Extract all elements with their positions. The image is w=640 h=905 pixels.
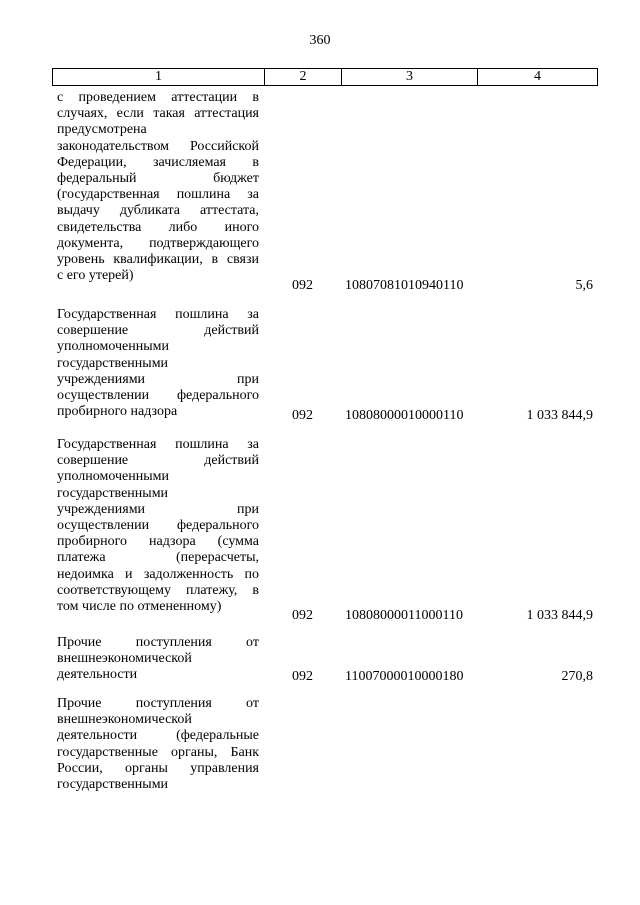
description-line: соответствующему платежу, в xyxy=(57,582,259,598)
row-kbk: 10808000011000110 xyxy=(345,608,463,623)
row-description xyxy=(57,437,259,615)
description-line: осуществлении федерального xyxy=(57,388,259,404)
description-line: деятельности xyxy=(57,667,138,683)
description-line: предусмотрена xyxy=(57,122,147,138)
row-description xyxy=(57,696,259,793)
description-line: осуществлении федерального xyxy=(57,518,259,534)
row-amount: 1 033 844,9 xyxy=(526,408,593,423)
description-line: выдачу дубликата аттестата, xyxy=(57,203,259,219)
description-line: учреждениями при xyxy=(57,501,259,517)
row-kbk: 10807081010940110 xyxy=(345,278,464,293)
description-line: Государственная пошлина за xyxy=(57,307,259,322)
row-kbk: 11007000010000180 xyxy=(345,669,464,684)
column-header-row xyxy=(52,68,598,86)
row-code: 092 xyxy=(292,669,313,684)
row-amount: 270,8 xyxy=(561,669,593,684)
row-description xyxy=(57,307,259,420)
description-line: документа, подтверждающего xyxy=(57,235,259,251)
description-line: совершение действий xyxy=(57,453,259,469)
description-line: Федерации, зачисляемая в xyxy=(57,154,259,170)
description-line: том числе по отмененному) xyxy=(57,599,222,615)
row-kbk: 10808000010000110 xyxy=(345,408,464,423)
description-line: России, органы управления xyxy=(57,760,259,776)
description-line: уровень квалификации, в связи xyxy=(57,252,259,268)
description-line: (государственная пошлина за xyxy=(57,187,259,203)
row-description xyxy=(57,90,259,284)
description-line: законодательством Российской xyxy=(57,138,259,154)
description-line: уполномоченными xyxy=(57,469,170,485)
column-header-2: 2 xyxy=(265,69,342,86)
description-line: свидетельства либо иного xyxy=(57,219,259,235)
description-line: федеральный бюджет xyxy=(57,171,259,187)
description-line: Прочие поступления от xyxy=(57,635,259,650)
row-description xyxy=(57,635,259,684)
description-line: пробирного надзора (сумма xyxy=(57,534,259,550)
column-header-1: 1 xyxy=(53,69,265,86)
row-code: 092 xyxy=(292,408,313,423)
row-code: 092 xyxy=(292,608,313,623)
description-line: учреждениями при xyxy=(57,371,259,387)
row-code: 092 xyxy=(292,278,313,293)
column-header-3: 3 xyxy=(342,69,478,86)
row-amount: 1 033 844,9 xyxy=(526,608,593,623)
description-line: Государственная пошлина за xyxy=(57,437,259,452)
description-line: государственными xyxy=(57,485,169,501)
description-line: государственные органы, Банк xyxy=(57,744,259,760)
page-number: 360 xyxy=(309,33,331,48)
description-line: уполномоченными xyxy=(57,339,170,355)
column-header-4: 4 xyxy=(478,69,598,86)
row-amount: 5,6 xyxy=(575,278,593,293)
description-line: случаях, если такая аттестация xyxy=(57,106,259,122)
description-line: с его утерей) xyxy=(57,268,134,284)
description-line: пробирного надзора xyxy=(57,404,178,420)
description-line: недоимка и задолженность по xyxy=(57,566,259,582)
description-line: внешнеэкономической xyxy=(57,712,192,728)
description-line: с проведением аттестации в xyxy=(57,90,259,105)
description-line: платежа (перерасчеты, xyxy=(57,550,259,566)
description-line: Прочие поступления от xyxy=(57,696,259,711)
description-line: совершение действий xyxy=(57,323,259,339)
description-line: внешнеэкономической xyxy=(57,651,192,667)
description-line: государственными xyxy=(57,355,169,371)
description-line: государственными xyxy=(57,777,169,793)
description-line: деятельности (федеральные xyxy=(57,728,259,744)
